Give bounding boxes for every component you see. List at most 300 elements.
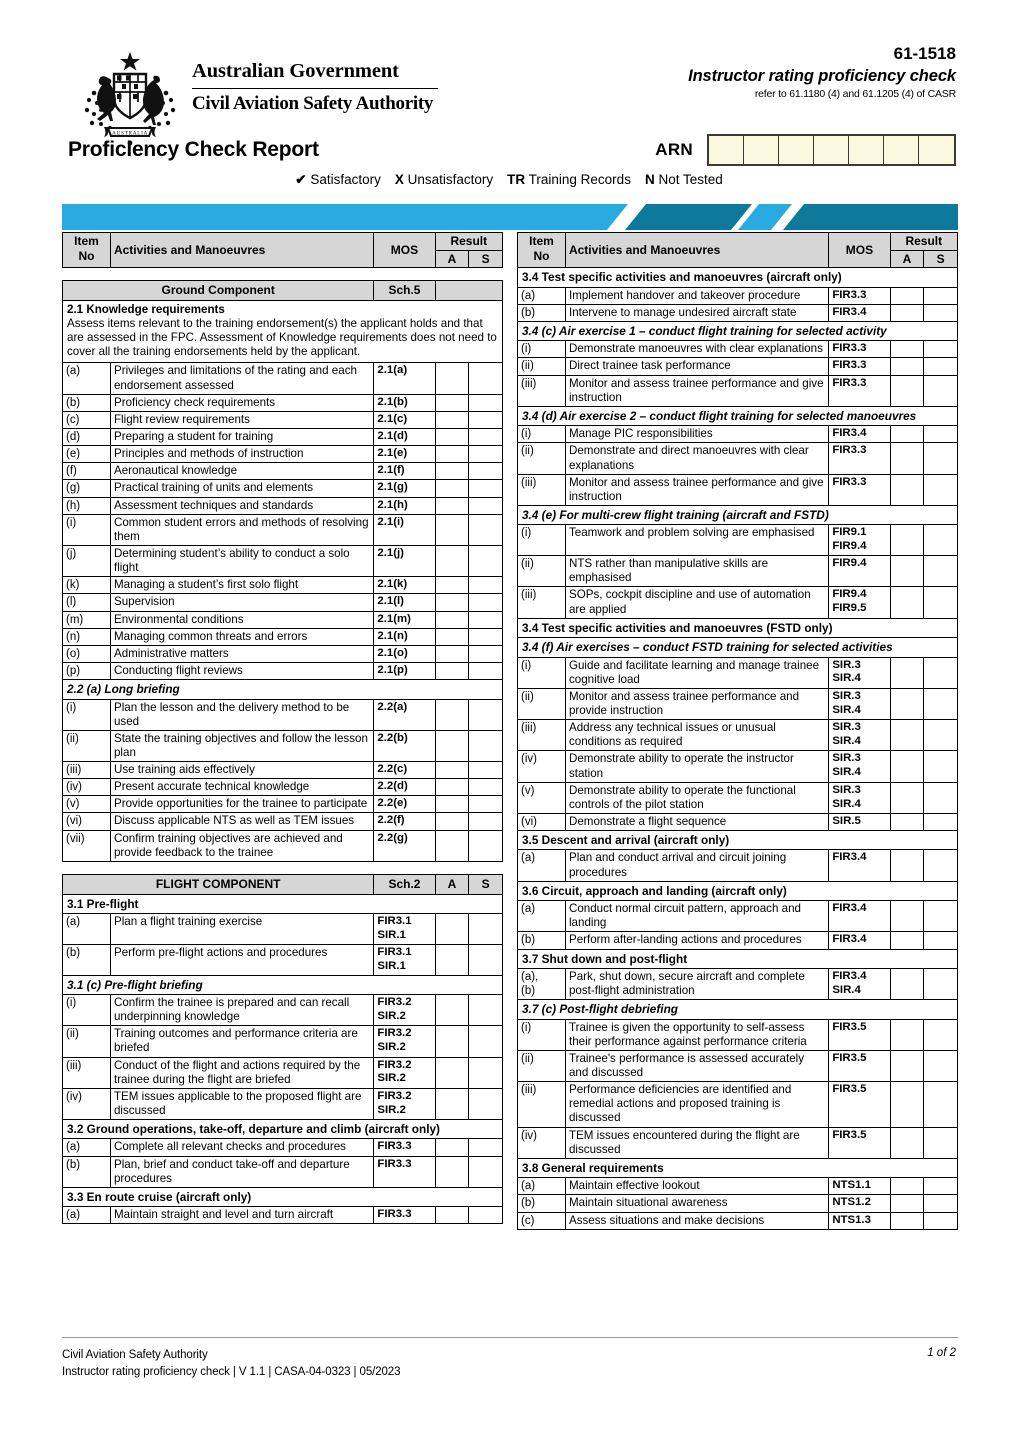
result-s-checkbox[interactable]	[924, 474, 958, 505]
mos-line1: 2.1(k)	[377, 578, 408, 591]
mos-line1: FIR3.4	[832, 305, 867, 318]
mos-line1: SIR.5	[832, 814, 861, 827]
result-a-checkbox[interactable]	[435, 497, 469, 514]
table-row	[518, 1019, 958, 1050]
mos-line1: NTS1.3	[832, 1213, 871, 1226]
table-spacer	[62, 268, 503, 280]
result-a-checkbox[interactable]	[890, 556, 924, 587]
result-s-checkbox[interactable]	[469, 577, 503, 594]
result-s-checkbox[interactable]	[469, 446, 503, 463]
table-row	[518, 341, 958, 358]
table-row	[518, 375, 958, 406]
item-number-line1: (o)	[66, 647, 81, 660]
result-a-checkbox[interactable]	[890, 1050, 924, 1081]
result-a-checkbox[interactable]	[435, 1026, 469, 1057]
footer-divider	[62, 1337, 958, 1338]
result-a-checkbox[interactable]	[890, 688, 924, 719]
result-a-checkbox[interactable]	[890, 813, 924, 830]
activity-text: Confirm training objectives are achieved and provide feedback to the trainee	[110, 830, 373, 861]
table-row	[63, 730, 503, 761]
result-s-checkbox[interactable]	[469, 628, 503, 645]
mos-line2: SIR.1	[377, 928, 406, 941]
result-s-checkbox[interactable]	[924, 1019, 958, 1050]
arn-cell-6[interactable]	[884, 136, 919, 164]
item-number	[63, 796, 111, 813]
result-a-checkbox[interactable]	[435, 913, 469, 944]
item-number-line1: (iii)	[521, 476, 537, 489]
item-number-line1: (b)	[521, 934, 536, 947]
activity-text: Park, shut down, secure aircraft and complete post-flight administration	[565, 968, 828, 999]
casa-text: Civil Aviation Safety Authority	[192, 92, 434, 114]
result-a-checkbox[interactable]	[890, 751, 924, 782]
australian-government-text: Australian Government	[192, 60, 399, 82]
item-number	[518, 375, 566, 406]
item-number-line1: (c)	[66, 413, 80, 426]
decorative-banner	[62, 204, 958, 230]
result-s-checkbox[interactable]	[924, 968, 958, 999]
activity-text: Conduct normal circuit pattern, approach and landing	[565, 901, 828, 932]
section-heading-row	[63, 894, 503, 913]
mos-reference	[374, 1207, 435, 1224]
activity-text: Demonstrate manoeuvres with clear explanations	[565, 341, 828, 358]
result-a-checkbox[interactable]	[435, 779, 469, 796]
result-s-checkbox[interactable]	[469, 645, 503, 662]
item-number	[63, 463, 111, 480]
mos-line2: SIR.4	[832, 672, 861, 685]
item-number-line1: (ii)	[521, 1052, 534, 1065]
mos-line2: SIR.4	[832, 983, 861, 996]
table-row	[63, 363, 503, 394]
mos-line1: FIR3.4	[832, 427, 867, 440]
item-number-line1: (iv)	[521, 1129, 537, 1142]
result-s-checkbox[interactable]	[469, 1026, 503, 1057]
table-row	[518, 968, 958, 999]
result-a-checkbox[interactable]	[890, 375, 924, 406]
section-heading-row	[518, 268, 958, 287]
mos-reference	[829, 587, 890, 618]
result-s-checkbox[interactable]	[924, 782, 958, 813]
table-row	[518, 782, 958, 813]
mos-line2: SIR.4	[832, 734, 861, 747]
arn-cell-2[interactable]	[744, 136, 779, 164]
mos-reference	[374, 1088, 435, 1119]
result-s-checkbox[interactable]	[469, 913, 503, 944]
item-number-line1: (v)	[66, 798, 80, 811]
result-s-checkbox[interactable]	[924, 1212, 958, 1229]
result-s-checkbox[interactable]	[924, 375, 958, 406]
item-number-line1: (b)	[521, 306, 536, 319]
item-number-line1: (ii)	[521, 558, 534, 571]
item-number	[63, 545, 111, 576]
activity-text: Teamwork and problem solving are emphasised	[565, 525, 828, 556]
activity-text: Administrative matters	[110, 645, 373, 662]
footer-text	[62, 1347, 400, 1380]
table-row	[63, 1156, 503, 1187]
mos-line1: 2.1(m)	[377, 612, 411, 625]
legend-item-3	[507, 172, 631, 187]
result-a-checkbox[interactable]	[435, 645, 469, 662]
activity-text: Demonstrate and direct manoeuvres with clear explanations	[565, 443, 828, 474]
table-row	[63, 394, 503, 411]
mos-reference	[829, 1127, 890, 1158]
result-s-checkbox[interactable]	[924, 813, 958, 830]
mos-line2: SIR.1	[377, 959, 406, 972]
section-heading: 3.4 (c) Air exercise 1 – conduct flight training for selected activity	[518, 321, 958, 340]
table-row	[518, 1212, 958, 1229]
item-number-line1: (j)	[66, 547, 77, 560]
section-heading-row	[518, 618, 958, 637]
result-a-checkbox[interactable]	[890, 720, 924, 751]
result-s-checkbox[interactable]	[469, 944, 503, 975]
result-s-checkbox[interactable]	[924, 932, 958, 949]
result-s-checkbox[interactable]	[469, 514, 503, 545]
result-a-checkbox[interactable]	[435, 1088, 469, 1119]
result-a-checkbox[interactable]	[435, 394, 469, 411]
result-a-checkbox[interactable]	[890, 1195, 924, 1212]
mos-reference	[374, 662, 435, 679]
table-row	[518, 720, 958, 751]
result-a-checkbox[interactable]	[890, 657, 924, 688]
result-s-checkbox[interactable]	[469, 994, 503, 1025]
form-number: 61-1518	[893, 44, 956, 63]
mos-reference	[374, 480, 435, 497]
table-spacer	[62, 862, 503, 874]
mos-line1: 2.1(h)	[377, 498, 408, 511]
result-a-checkbox[interactable]	[890, 587, 924, 618]
activity-text: Manage PIC responsibilities	[565, 426, 828, 443]
item-number	[518, 688, 566, 719]
result-a-checkbox[interactable]	[890, 968, 924, 999]
result-s-checkbox[interactable]	[924, 443, 958, 474]
result-a-checkbox[interactable]	[890, 443, 924, 474]
result-a-checkbox[interactable]	[435, 994, 469, 1025]
result-a-checkbox[interactable]	[435, 1139, 469, 1156]
column-header-item-no	[63, 233, 111, 268]
item-number-line1: (f)	[66, 465, 77, 478]
result-s-checkbox[interactable]	[924, 304, 958, 321]
mos-reference	[374, 994, 435, 1025]
mos-line1: FIR3.4	[832, 933, 867, 946]
column-header-s: S	[469, 250, 503, 268]
section-heading: 3.1 Pre-flight	[63, 894, 503, 913]
result-a-checkbox[interactable]	[890, 426, 924, 443]
result-s-checkbox[interactable]	[924, 688, 958, 719]
item-number	[518, 474, 566, 505]
result-a-checkbox[interactable]	[435, 944, 469, 975]
mos-line2: SIR.4	[832, 703, 861, 716]
mos-reference	[829, 1178, 890, 1195]
result-s-checkbox[interactable]	[469, 1057, 503, 1088]
result-s-checkbox[interactable]	[924, 358, 958, 375]
mos-reference	[829, 443, 890, 474]
item-number-line1: (i)	[521, 527, 532, 540]
section-band-row	[63, 874, 503, 894]
table-row	[63, 497, 503, 514]
mos-reference	[829, 556, 890, 587]
result-s-checkbox[interactable]	[469, 1088, 503, 1119]
result-a-checkbox[interactable]	[435, 611, 469, 628]
result-a-checkbox[interactable]	[890, 850, 924, 881]
item-number	[518, 556, 566, 587]
result-s-checkbox[interactable]	[469, 411, 503, 428]
government-wordmark	[192, 60, 452, 114]
result-s-checkbox[interactable]	[469, 611, 503, 628]
result-s-checkbox[interactable]	[469, 730, 503, 761]
table-row	[63, 699, 503, 730]
item-number-line1: (a)	[521, 1180, 536, 1193]
form-subtitle: Instructor rating proficiency check	[688, 67, 956, 85]
result-a-checkbox[interactable]	[890, 1082, 924, 1127]
mos-line1: NTS1.1	[832, 1179, 871, 1192]
result-a-checkbox[interactable]	[890, 1127, 924, 1158]
item-number	[63, 628, 111, 645]
table-row	[518, 850, 958, 881]
mos-reference	[829, 426, 890, 443]
result-s-checkbox[interactable]	[924, 525, 958, 556]
band-title: FLIGHT COMPONENT	[63, 874, 374, 894]
result-s-checkbox[interactable]	[924, 587, 958, 618]
mos-reference	[374, 1139, 435, 1156]
result-a-checkbox[interactable]	[435, 411, 469, 428]
result-s-checkbox[interactable]	[469, 363, 503, 394]
item-number	[518, 1178, 566, 1195]
result-a-checkbox[interactable]	[435, 813, 469, 830]
activity-text: Determining student’s ability to conduct a solo flight	[110, 545, 373, 576]
mos-reference	[829, 375, 890, 406]
result-a-checkbox[interactable]	[435, 628, 469, 645]
item-number	[63, 394, 111, 411]
item-number	[63, 779, 111, 796]
mos-line1: FIR9.1	[832, 526, 867, 539]
mos-line1: 2.2(g)	[377, 831, 408, 844]
item-number-line1: (b)	[521, 1197, 536, 1210]
item-number	[63, 1156, 111, 1187]
activity-text: Practical training of units and elements	[110, 480, 373, 497]
result-a-checkbox[interactable]	[435, 796, 469, 813]
item-number	[518, 1212, 566, 1229]
result-a-checkbox[interactable]	[890, 1178, 924, 1195]
activity-text: Monitor and assess trainee performance and give instruction	[565, 375, 828, 406]
result-s-checkbox[interactable]	[469, 779, 503, 796]
mos-line1: SIR.3	[832, 752, 861, 765]
table-row	[63, 628, 503, 645]
mos-reference	[829, 304, 890, 321]
result-a-checkbox[interactable]	[435, 662, 469, 679]
result-a-checkbox[interactable]	[890, 1019, 924, 1050]
item-number	[63, 994, 111, 1025]
section-heading-row	[63, 1120, 503, 1139]
item-number	[63, 813, 111, 830]
result-a-checkbox[interactable]	[890, 1212, 924, 1229]
item-number	[63, 577, 111, 594]
table-row	[518, 287, 958, 304]
result-a-checkbox[interactable]	[890, 901, 924, 932]
result-a-checkbox[interactable]	[890, 474, 924, 505]
activity-text: Maintain situational awareness	[565, 1195, 828, 1212]
result-s-checkbox[interactable]	[469, 429, 503, 446]
column-header-activities: Activities and Manoeuvres	[565, 233, 828, 268]
activity-text: Assess situations and make decisions	[565, 1212, 828, 1229]
result-a-checkbox[interactable]	[435, 446, 469, 463]
activity-text: Demonstrate ability to operate the instructor station	[565, 751, 828, 782]
result-s-checkbox[interactable]	[924, 341, 958, 358]
section-heading: 3.8 General requirements	[518, 1158, 958, 1177]
result-s-checkbox[interactable]	[469, 545, 503, 576]
legend-symbol-2: X	[394, 172, 404, 187]
result-a-checkbox[interactable]	[435, 762, 469, 779]
section-heading-row	[63, 975, 503, 994]
result-a-checkbox[interactable]	[890, 932, 924, 949]
item-number	[63, 699, 111, 730]
mos-line1: SIR.3	[832, 721, 861, 734]
arn-cell-7[interactable]	[919, 136, 954, 164]
table-row	[63, 1088, 503, 1119]
result-s-checkbox[interactable]	[469, 497, 503, 514]
result-s-checkbox[interactable]	[924, 720, 958, 751]
mos-reference	[829, 1050, 890, 1081]
legend-item-2	[395, 172, 493, 187]
item-number-line1: (iv)	[66, 781, 82, 794]
page-header	[0, 0, 1018, 187]
item-number	[63, 594, 111, 611]
result-a-checkbox[interactable]	[435, 699, 469, 730]
result-a-checkbox[interactable]	[435, 429, 469, 446]
mos-line1: FIR3.3	[832, 475, 867, 488]
band-a: A	[435, 874, 469, 894]
section-heading-row	[518, 638, 958, 657]
item-number	[518, 932, 566, 949]
footer-line-1: Civil Aviation Safety Authority	[62, 1349, 208, 1361]
item-number-line1: (a)	[66, 1141, 81, 1154]
result-a-checkbox[interactable]	[435, 514, 469, 545]
result-s-checkbox[interactable]	[924, 1082, 958, 1127]
arn-cell-3[interactable]	[779, 136, 814, 164]
result-s-checkbox[interactable]	[469, 796, 503, 813]
activity-text: Present accurate technical knowledge	[110, 779, 373, 796]
result-s-checkbox[interactable]	[469, 1156, 503, 1187]
result-a-checkbox[interactable]	[890, 304, 924, 321]
section-heading: 3.4 (d) Air exercise 2 – conduct flight training for selected manoeuvres	[518, 406, 958, 425]
result-a-checkbox[interactable]	[435, 545, 469, 576]
item-number-line1: (a)	[521, 903, 536, 916]
column-header-a: A	[890, 250, 924, 268]
item-number-line1: (b)	[66, 1158, 81, 1171]
result-a-checkbox[interactable]	[890, 525, 924, 556]
arn-input[interactable]	[707, 134, 956, 166]
result-s-checkbox[interactable]	[924, 556, 958, 587]
mos-reference	[829, 287, 890, 304]
result-s-checkbox[interactable]	[924, 1050, 958, 1081]
result-a-checkbox[interactable]	[890, 287, 924, 304]
item-number-line1: (n)	[66, 630, 81, 643]
item-number-line1: (a)	[521, 852, 536, 865]
mos-reference	[374, 497, 435, 514]
mos-reference	[374, 796, 435, 813]
result-a-checkbox[interactable]	[435, 830, 469, 861]
arn-cell-4[interactable]	[814, 136, 849, 164]
activity-text: Perform after-landing actions and procedures	[565, 932, 828, 949]
result-s-checkbox[interactable]	[469, 699, 503, 730]
mos-reference	[374, 545, 435, 576]
result-s-checkbox[interactable]	[924, 287, 958, 304]
table-row	[518, 813, 958, 830]
result-s-checkbox[interactable]	[924, 850, 958, 881]
section-heading: 2.2 (a) Long briefing	[63, 680, 503, 699]
mos-line1: 2.1(a)	[377, 364, 408, 377]
result-s-checkbox[interactable]	[924, 1195, 958, 1212]
result-s-checkbox[interactable]	[924, 901, 958, 932]
checklist-table	[517, 267, 958, 1229]
item-number-line1: (vi)	[521, 815, 537, 828]
result-a-checkbox[interactable]	[890, 358, 924, 375]
result-s-checkbox[interactable]	[469, 762, 503, 779]
result-s-checkbox[interactable]	[469, 813, 503, 830]
result-a-checkbox[interactable]	[435, 594, 469, 611]
item-number	[518, 525, 566, 556]
result-s-checkbox[interactable]	[469, 394, 503, 411]
mos-line1: 2.2(e)	[377, 797, 408, 810]
section-heading: 3.7 (c) Post-flight debriefing	[518, 1000, 958, 1019]
result-s-checkbox[interactable]	[924, 1127, 958, 1158]
table-row	[518, 587, 958, 618]
result-a-checkbox[interactable]	[435, 1057, 469, 1088]
item-number-line1: (p)	[66, 664, 81, 677]
table-row	[518, 556, 958, 587]
mos-line1: 2.1(d)	[377, 430, 408, 442]
mos-reference	[829, 1082, 890, 1127]
item-number-line1: (a)	[66, 365, 81, 378]
result-a-checkbox[interactable]	[435, 480, 469, 497]
result-s-checkbox[interactable]	[469, 463, 503, 480]
mos-line1: FIR3.4	[832, 969, 867, 982]
result-s-checkbox[interactable]	[469, 1207, 503, 1224]
result-s-checkbox[interactable]	[469, 830, 503, 861]
result-a-checkbox[interactable]	[890, 341, 924, 358]
result-a-checkbox[interactable]	[890, 782, 924, 813]
result-a-checkbox[interactable]	[435, 1156, 469, 1187]
mos-line1: 2.1(g)	[377, 481, 408, 494]
result-s-checkbox[interactable]	[924, 1178, 958, 1195]
result-a-checkbox[interactable]	[435, 1207, 469, 1224]
result-s-checkbox[interactable]	[469, 1139, 503, 1156]
activity-text: Discuss applicable NTS as well as TEM issues	[110, 813, 373, 830]
mos-reference	[829, 932, 890, 949]
item-number	[518, 304, 566, 321]
mos-line1: FIR3.5	[832, 1020, 867, 1033]
arn-cell-1[interactable]	[709, 136, 744, 164]
item-number	[518, 426, 566, 443]
result-a-checkbox[interactable]	[435, 730, 469, 761]
activity-text: Plan and conduct arrival and circuit joining procedures	[565, 850, 828, 881]
result-a-checkbox[interactable]	[435, 463, 469, 480]
result-s-checkbox[interactable]	[924, 657, 958, 688]
result-s-checkbox[interactable]	[469, 480, 503, 497]
result-s-checkbox[interactable]	[924, 751, 958, 782]
result-a-checkbox[interactable]	[435, 577, 469, 594]
result-a-checkbox[interactable]	[435, 363, 469, 394]
item-number-line1: (a)	[521, 289, 536, 302]
arn-cell-5[interactable]	[849, 136, 884, 164]
item-number-line1: (c)	[521, 1214, 535, 1227]
item-number-line1: (k)	[66, 579, 80, 592]
result-s-checkbox[interactable]	[469, 662, 503, 679]
legend-label-2: Unsatisfactory	[403, 172, 494, 187]
table-row	[518, 901, 958, 932]
result-s-checkbox[interactable]	[469, 594, 503, 611]
item-number	[63, 1026, 111, 1057]
result-s-checkbox[interactable]	[924, 426, 958, 443]
mos-reference	[829, 688, 890, 719]
